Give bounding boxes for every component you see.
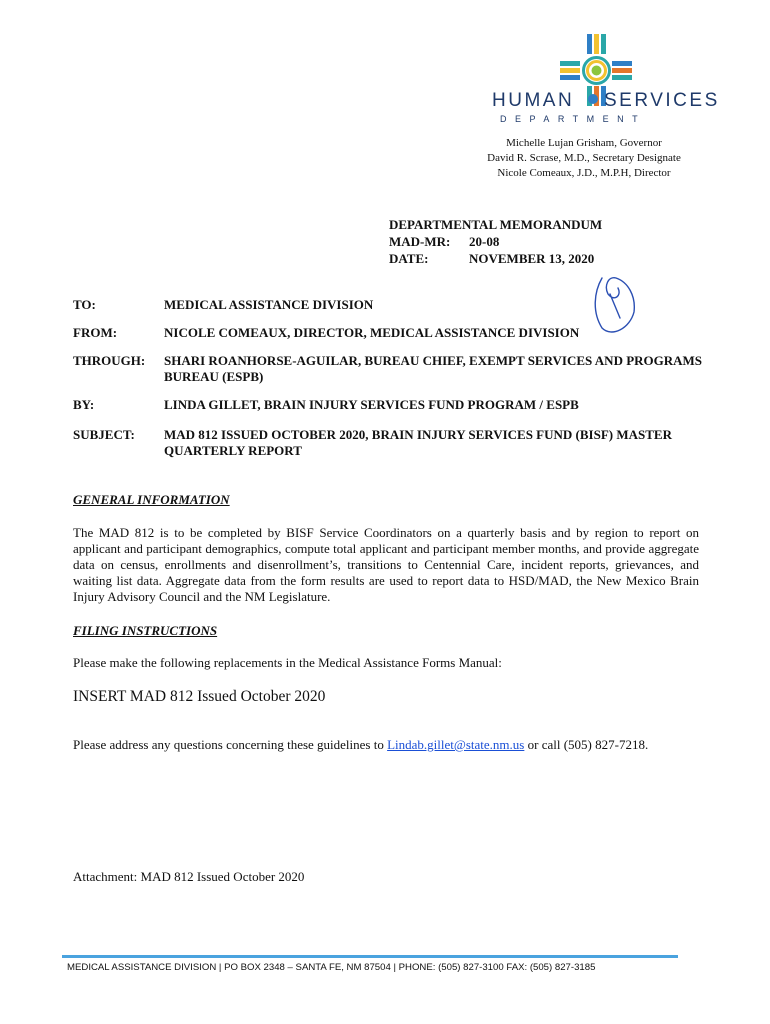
- logo-wordmark: [492, 90, 720, 124]
- attachment-line: Attachment: MAD 812 Issued October 2020: [73, 869, 305, 884]
- by-value: LINDA GILLET, BRAIN INJURY SERVICES FUND PROGRAM / ESPB: [164, 397, 579, 412]
- to-label: TO:: [73, 297, 96, 312]
- by-row: [73, 397, 724, 413]
- memo-header: [389, 216, 602, 267]
- handwritten-initials-signature: [592, 272, 636, 336]
- general-information-heading: GENERAL INFORMATION: [73, 492, 230, 507]
- person-dot-icon: [587, 93, 599, 105]
- official-director: Nicole Comeaux, J.D., M.P.H, Director: [497, 167, 671, 179]
- official-governor: Michelle Lujan Grisham, Governor: [506, 137, 662, 149]
- memo-number-label: MAD-MR:: [389, 234, 451, 249]
- subject-row: [73, 427, 724, 459]
- official-secretary: David R. Scrase, M.D., Secretary Designate: [487, 152, 681, 164]
- footer-divider: [62, 955, 678, 958]
- officials-block: [470, 136, 698, 181]
- through-label: THROUGH:: [73, 353, 146, 368]
- wordmark-human: HUMAN: [492, 90, 575, 111]
- questions-line: [73, 737, 648, 753]
- contact-email-link[interactable]: Lindab.gillet@state.nm.us: [387, 737, 525, 752]
- from-value: NICOLE COMEAUX, DIRECTOR, MEDICAL ASSISTANCE DIVISION: [164, 325, 580, 340]
- memo-date-label: DATE:: [389, 251, 429, 266]
- by-label: BY:: [73, 397, 95, 412]
- footer-contact: MEDICAL ASSISTANCE DIVISION | PO BOX 2348 – SANTA FE, NM 87504 | PHONE: (505) 827-3100 FAX: (505) 827-3185: [67, 962, 596, 973]
- through-value: SHARI ROANHORSE-AGUILAR, BUREAU CHIEF, EXEMPT SERVICES AND PROGRAMS BUREAU (ESPB): [164, 353, 703, 384]
- insert-line: INSERT MAD 812 Issued October 2020: [73, 688, 326, 705]
- memo-title: DEPARTMENTAL MEMORANDUM: [389, 217, 603, 232]
- subject-value: MAD 812 ISSUED OCTOBER 2020, BRAIN INJURY SERVICES FUND (BISF) MASTER QUARTERLY REPORT: [164, 427, 672, 458]
- memo-date-value: NOVEMBER 13, 2020: [469, 251, 595, 266]
- filing-instruction-text: Please make the following replacements in the Medical Assistance Forms Manual:: [73, 655, 502, 670]
- filing-instructions-heading: FILING INSTRUCTIONS: [73, 623, 218, 638]
- through-row: [73, 353, 724, 385]
- general-information-body: The MAD 812 is to be completed by BISF Service Coordinators on a quarterly basis and by region to report on applicant and participant demographics, compute total applicant and participant member months, and provide aggregate data on census, enrollments and disenrollment’s, transitions to Centennial Care, incident reports, grievances, and waiting list data. Aggregate data from the form results are used to report data to HSD/MAD, the New Mexico Brain Injury Advisory Council and the NM Legislature.: [73, 525, 699, 604]
- memo-number-value: 20-08: [469, 234, 500, 249]
- questions-suffix: or call (505) 827-7218.: [524, 737, 649, 752]
- subject-label: SUBJECT:: [73, 427, 135, 442]
- from-label: FROM:: [73, 325, 118, 340]
- wordmark-department: DEPARTMENT: [500, 114, 647, 124]
- questions-prefix: Please address any questions concerning these guidelines to: [73, 737, 388, 752]
- to-value: MEDICAL ASSISTANCE DIVISION: [164, 297, 374, 312]
- wordmark-services: SERVICES: [604, 90, 720, 111]
